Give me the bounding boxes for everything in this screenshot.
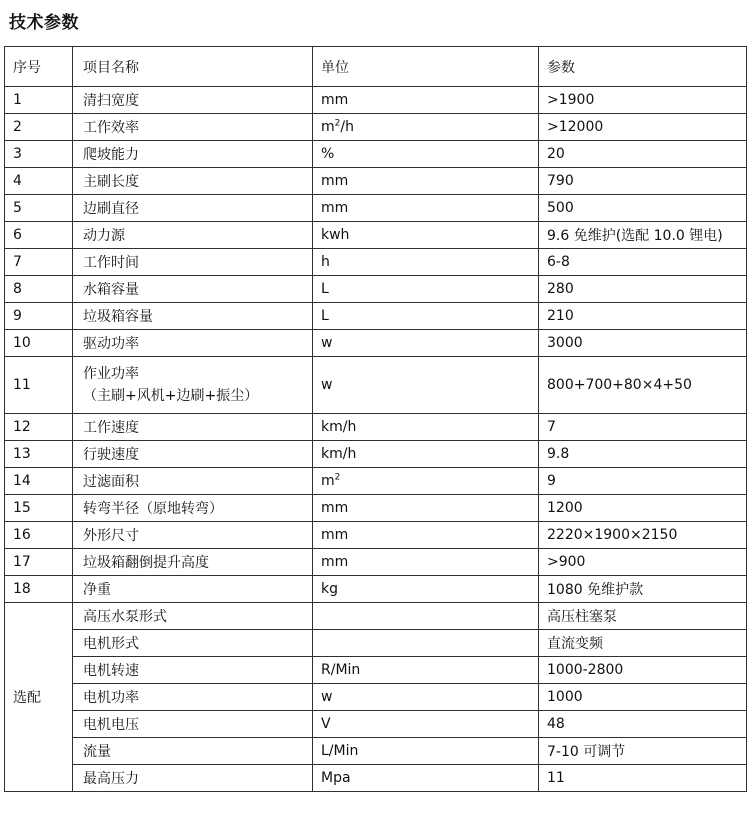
cell-name: 垃圾箱容量 bbox=[73, 303, 313, 330]
table-row-optional bbox=[5, 684, 747, 711]
cell-name: 外形尺寸 bbox=[73, 522, 313, 549]
cell-name: 动力源 bbox=[73, 222, 313, 249]
cell-name: 电机转速 bbox=[73, 657, 313, 684]
cell-param: >900 bbox=[539, 549, 747, 576]
table-row bbox=[5, 222, 747, 249]
cell-param: 48 bbox=[539, 711, 747, 738]
table-row bbox=[5, 414, 747, 441]
cell-unit: mm bbox=[313, 549, 539, 576]
cell-name: 工作时间 bbox=[73, 249, 313, 276]
cell-param: 790 bbox=[539, 168, 747, 195]
table-row bbox=[5, 357, 747, 414]
cell-param: 9.6 免维护(选配 10.0 锂电) bbox=[539, 222, 747, 249]
cell-no: 7 bbox=[5, 249, 73, 276]
cell-param: 直流变频 bbox=[539, 630, 747, 657]
cell-param: 7 bbox=[539, 414, 747, 441]
cell-name: 电机功率 bbox=[73, 684, 313, 711]
cell-no: 12 bbox=[5, 414, 73, 441]
cell-param: >1900 bbox=[539, 87, 747, 114]
cell-unit: h bbox=[313, 249, 539, 276]
cell-param: 6-8 bbox=[539, 249, 747, 276]
cell-no: 17 bbox=[5, 549, 73, 576]
cell-unit: mm bbox=[313, 195, 539, 222]
table-row bbox=[5, 330, 747, 357]
cell-name: 电机电压 bbox=[73, 711, 313, 738]
table-row bbox=[5, 141, 747, 168]
cell-name: 边刷直径 bbox=[73, 195, 313, 222]
cell-param: 9 bbox=[539, 468, 747, 495]
table-row bbox=[5, 549, 747, 576]
table-row bbox=[5, 249, 747, 276]
cell-unit: km/h bbox=[313, 441, 539, 468]
cell-name: 高压水泵形式 bbox=[73, 603, 313, 630]
cell-unit: kwh bbox=[313, 222, 539, 249]
table-row-optional bbox=[5, 738, 747, 765]
cell-unit bbox=[313, 468, 539, 495]
cell-name: 垃圾箱翻倒提升高度 bbox=[73, 549, 313, 576]
cell-no: 4 bbox=[5, 168, 73, 195]
cell-unit: % bbox=[313, 141, 539, 168]
unit-tail: /h bbox=[340, 119, 354, 135]
cell-unit: L bbox=[313, 303, 539, 330]
cell-unit: kg bbox=[313, 576, 539, 603]
cell-unit bbox=[313, 603, 539, 630]
cell-unit bbox=[313, 114, 539, 141]
cell-unit: w bbox=[313, 684, 539, 711]
unit-base: m bbox=[321, 119, 335, 135]
cell-name: 过滤面积 bbox=[73, 468, 313, 495]
cell-name: 清扫宽度 bbox=[73, 87, 313, 114]
table-row-optional bbox=[5, 657, 747, 684]
col-header-name: 项目名称 bbox=[73, 47, 313, 87]
cell-no: 9 bbox=[5, 303, 73, 330]
table-row bbox=[5, 195, 747, 222]
cell-unit: L bbox=[313, 276, 539, 303]
cell-param: 280 bbox=[539, 276, 747, 303]
cell-param: 2220×1900×2150 bbox=[539, 522, 747, 549]
cell-name: 工作效率 bbox=[73, 114, 313, 141]
cell-param: >12000 bbox=[539, 114, 747, 141]
cell-param: 210 bbox=[539, 303, 747, 330]
cell-unit: Mpa bbox=[313, 765, 539, 792]
unit-superscript: 2 bbox=[334, 472, 341, 483]
table-row bbox=[5, 168, 747, 195]
table-row bbox=[5, 576, 747, 603]
cell-param: 3000 bbox=[539, 330, 747, 357]
cell-param: 高压柱塞泵 bbox=[539, 603, 747, 630]
cell-unit: km/h bbox=[313, 414, 539, 441]
cell-name: 驱动功率 bbox=[73, 330, 313, 357]
table-row-optional bbox=[5, 711, 747, 738]
cell-no: 16 bbox=[5, 522, 73, 549]
cell-unit: mm bbox=[313, 168, 539, 195]
cell-param: 800+700+80×4+50 bbox=[539, 357, 747, 414]
table-row-optional bbox=[5, 603, 747, 630]
cell-param: 9.8 bbox=[539, 441, 747, 468]
unit-superscript: 2 bbox=[334, 118, 341, 129]
cell-unit: R/Min bbox=[313, 657, 539, 684]
table-row bbox=[5, 441, 747, 468]
cell-unit bbox=[313, 630, 539, 657]
cell-name: 最高压力 bbox=[73, 765, 313, 792]
cell-name-line2: （主刷+风机+边刷+振尘） bbox=[83, 388, 259, 404]
cell-no: 15 bbox=[5, 495, 73, 522]
cell-name: 主刷长度 bbox=[73, 168, 313, 195]
cell-name: 电机形式 bbox=[73, 630, 313, 657]
page-title: 技术参数 bbox=[9, 13, 79, 33]
cell-unit: L/Min bbox=[313, 738, 539, 765]
table-header-row bbox=[5, 47, 747, 87]
cell-no: 13 bbox=[5, 441, 73, 468]
cell-param: 7-10 可调节 bbox=[539, 738, 747, 765]
cell-name: 水箱容量 bbox=[73, 276, 313, 303]
cell-name: 净重 bbox=[73, 576, 313, 603]
cell-no: 10 bbox=[5, 330, 73, 357]
col-header-unit: 单位 bbox=[313, 47, 539, 87]
table-row bbox=[5, 276, 747, 303]
cell-unit: mm bbox=[313, 495, 539, 522]
cell-param: 1000 bbox=[539, 684, 747, 711]
cell-param: 500 bbox=[539, 195, 747, 222]
table-row bbox=[5, 114, 747, 141]
cell-name: 流量 bbox=[73, 738, 313, 765]
cell-name-line1: 作业功率 bbox=[83, 366, 139, 382]
cell-param: 1000-2800 bbox=[539, 657, 747, 684]
cell-no: 6 bbox=[5, 222, 73, 249]
table-row bbox=[5, 468, 747, 495]
table-row bbox=[5, 495, 747, 522]
table-row bbox=[5, 522, 747, 549]
cell-unit: mm bbox=[313, 522, 539, 549]
table-row-optional bbox=[5, 630, 747, 657]
table-row-optional bbox=[5, 765, 747, 792]
cell-no: 8 bbox=[5, 276, 73, 303]
col-header-no: 序号 bbox=[5, 47, 73, 87]
cell-param: 20 bbox=[539, 141, 747, 168]
cell-unit: w bbox=[313, 357, 539, 414]
cell-param: 1080 免维护款 bbox=[539, 576, 747, 603]
cell-param: 11 bbox=[539, 765, 747, 792]
cell-unit: w bbox=[313, 330, 539, 357]
col-header-param: 参数 bbox=[539, 47, 747, 87]
cell-unit: mm bbox=[313, 87, 539, 114]
cell-name: 转弯半径（原地转弯） bbox=[73, 495, 313, 522]
cell-no: 5 bbox=[5, 195, 73, 222]
cell-unit: V bbox=[313, 711, 539, 738]
cell-name bbox=[73, 357, 313, 414]
table-row bbox=[5, 87, 747, 114]
cell-no: 3 bbox=[5, 141, 73, 168]
optional-group-label: 选配 bbox=[5, 603, 73, 792]
cell-no: 2 bbox=[5, 114, 73, 141]
spec-table bbox=[4, 46, 747, 792]
cell-no: 14 bbox=[5, 468, 73, 495]
cell-param: 1200 bbox=[539, 495, 747, 522]
cell-name: 爬坡能力 bbox=[73, 141, 313, 168]
cell-name: 工作速度 bbox=[73, 414, 313, 441]
cell-no: 11 bbox=[5, 357, 73, 414]
cell-no: 1 bbox=[5, 87, 73, 114]
unit-base: m bbox=[321, 473, 335, 489]
cell-name: 行驶速度 bbox=[73, 441, 313, 468]
table-row bbox=[5, 303, 747, 330]
cell-no: 18 bbox=[5, 576, 73, 603]
